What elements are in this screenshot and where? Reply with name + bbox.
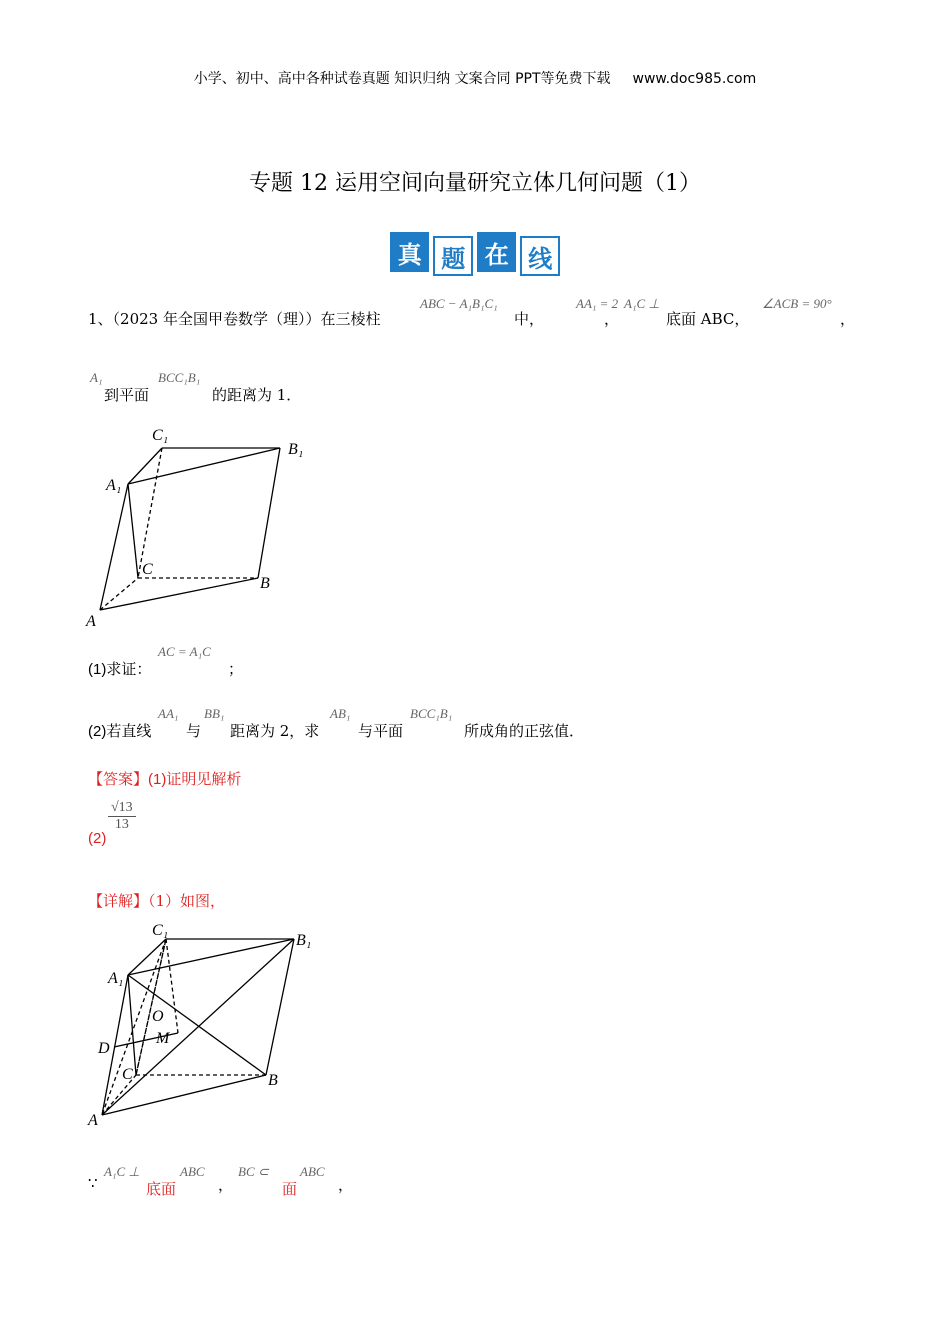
answer-fraction xyxy=(108,800,136,833)
label-c1: C₁ xyxy=(152,427,169,444)
math-plane-bcc1b1: BCC₁B₁ xyxy=(158,370,201,385)
last-text-plane: 面 xyxy=(282,1180,298,1198)
label-c1: C₁ xyxy=(152,922,169,939)
math-a1c-perp: A₁C ⊥ xyxy=(624,296,660,311)
label-a1: A₁ xyxy=(108,970,124,987)
last-math-bc-subset: BC ⊂ xyxy=(238,1164,269,1179)
edge-a1c1 xyxy=(128,939,166,975)
text-to-plane: 到平面 xyxy=(104,386,150,404)
text-comma-2: ， xyxy=(840,310,856,328)
q1-end: ； xyxy=(228,660,244,678)
answer-part-1: (1)证明见解析 xyxy=(148,771,242,788)
math-prism: ABC − A₁B₁C₁ xyxy=(420,296,498,311)
label-a: A xyxy=(86,613,96,630)
q2-math-plane: BCC₁B₁ xyxy=(410,706,453,721)
badge-char-4: 线 xyxy=(520,236,560,276)
q2-text-dist: 距离为 2，求 xyxy=(230,722,320,740)
text-base: 底面 ABC， xyxy=(666,310,750,328)
answer-part-2-label: (2) xyxy=(88,830,107,847)
seg-c1m-hidden xyxy=(166,939,178,1033)
q2-math-aa1: AA₁ xyxy=(158,706,179,721)
last-text-base: 底面 xyxy=(146,1180,177,1198)
label-a: A xyxy=(88,1112,98,1129)
label-c: C xyxy=(122,1066,133,1083)
label-a1: A₁ xyxy=(106,477,122,494)
answer-tag: 【答案】 xyxy=(88,770,149,788)
q2-text-sine: 所成角的正弦值． xyxy=(464,722,585,740)
last-comma: ， xyxy=(218,1176,234,1194)
text-comma: ， xyxy=(604,310,620,328)
label-b: B xyxy=(260,575,270,592)
problem-number: 1、 xyxy=(88,310,113,328)
q2-label: (2)若直线 xyxy=(88,723,152,740)
label-c: C xyxy=(142,561,153,578)
q2-math-bb1: BB₁ xyxy=(204,706,225,721)
label-b: B xyxy=(268,1072,278,1089)
text-zhong: 中， xyxy=(514,310,545,328)
label-b1: B₁ xyxy=(296,932,312,949)
fraction-numerator: √13 xyxy=(108,800,136,817)
figure-prism xyxy=(80,420,340,635)
last-comma-2: ， xyxy=(338,1176,354,1194)
header-text: 小学、初中、高中各种试卷真题 知识归纳 文案合同 PPT等免费下载 xyxy=(193,71,611,87)
answer-line-1 xyxy=(88,768,241,789)
label-o: O xyxy=(152,1008,164,1025)
problem-source: （2023 年全国甲卷数学（理））在三棱柱 xyxy=(112,310,381,328)
diag-a1b xyxy=(128,975,266,1075)
figure-prism-detail xyxy=(80,915,330,1130)
edge-b1b xyxy=(258,448,280,578)
badge-char-3: 在 xyxy=(477,232,516,272)
zhenti-zaixian-badge xyxy=(390,232,560,276)
edge-c1c-hidden xyxy=(136,939,166,1075)
diag-ab1 xyxy=(102,939,294,1115)
header-url[interactable]: www.doc985.com xyxy=(632,71,757,87)
page-header xyxy=(0,68,950,88)
edge-a1c xyxy=(128,484,138,578)
math-angle: ∠ACB = 90° xyxy=(762,296,832,311)
last-math-abc: ABC xyxy=(180,1164,205,1179)
text-distance: 的距离为 1． xyxy=(212,386,302,404)
last-math-a1c: A₁C ⊥ xyxy=(104,1164,140,1179)
label-b1: B₁ xyxy=(288,441,304,458)
last-math-abc-2: ABC xyxy=(300,1164,325,1179)
q2-math-ab1: AB₁ xyxy=(330,706,351,721)
detail-line xyxy=(88,890,225,911)
seg-c-c1-hidden xyxy=(136,939,166,1075)
detail-text: （1）如图， xyxy=(148,892,226,910)
diag-c1a-hidden xyxy=(102,939,166,1115)
q1-label: (1)求证： xyxy=(88,661,152,678)
q1-math: AC = A₁C xyxy=(158,644,211,659)
edge-c1c-hidden xyxy=(138,448,162,578)
badge-char-1: 真 xyxy=(390,232,429,272)
math-a1: A₁ xyxy=(90,370,103,385)
page-title: 专题 12 运用空间向量研究立体几何问题（1） xyxy=(249,171,701,196)
q2-text-plane: 与平面 xyxy=(358,722,404,740)
edge-ab xyxy=(100,578,258,610)
label-m: M xyxy=(156,1030,170,1047)
fraction-denominator: 13 xyxy=(114,817,129,832)
math-aa1: AA₁ = 2 xyxy=(576,296,619,311)
edge-a1b1 xyxy=(128,448,280,484)
edge-b1b xyxy=(266,939,294,1075)
problem-line-1 xyxy=(88,308,381,329)
edge-a1a xyxy=(100,484,128,610)
badge-char-2: 题 xyxy=(433,236,473,276)
detail-tag: 【详解】 xyxy=(88,892,149,910)
label-d: D xyxy=(98,1040,110,1057)
edge-a1b1 xyxy=(128,939,294,975)
q2-text-yu: 与 xyxy=(186,722,202,740)
because-symbol: ∵ xyxy=(88,1174,98,1192)
